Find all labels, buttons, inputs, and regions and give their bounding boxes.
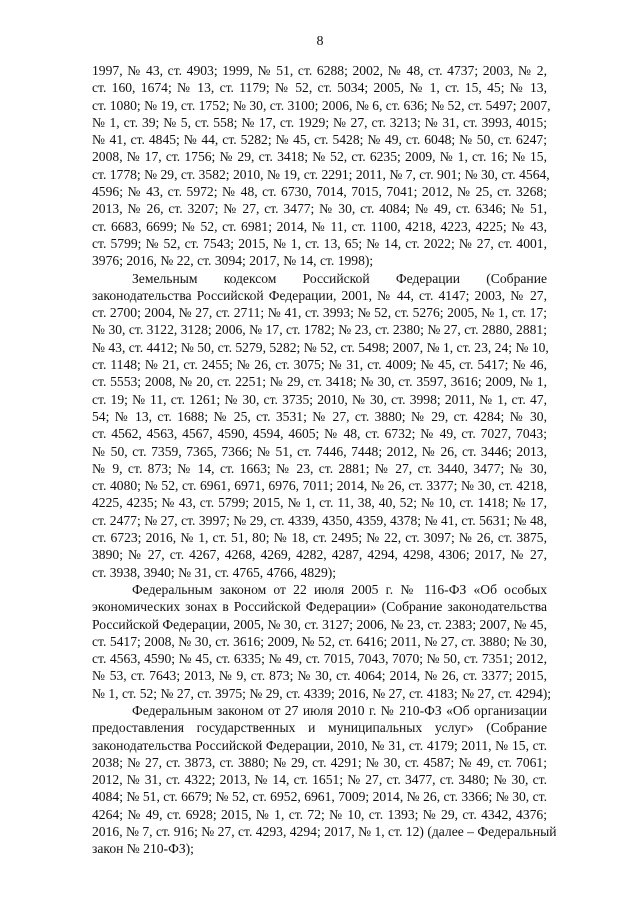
text-line: 2013, № 26, ст. 3207; № 27, ст. 3477; № 30, ст. 4084; № 49, ст. 6346; № 51, bbox=[92, 201, 547, 217]
text-line: ст. 19; № 11, ст. 1261; № 30, ст. 3735; 2010, № 30, ст. 3998; 2011, № 1, ст. 47, bbox=[92, 391, 547, 407]
text-line: ст. 2477; № 27, ст. 3997; № 29, ст. 4339, 4350, 4359, 4378; № 41, ст. 5631; № 48, bbox=[92, 512, 547, 528]
paragraph bbox=[92, 270, 547, 581]
text-line: экономических зонах в Российской Федерации» (Собрание законодательства bbox=[92, 599, 547, 615]
text-line: ст. 5417; 2008, № 30, ст. 3616; 2009, № 52, ст. 6416; 2011, № 27, ст. 3880; № 30, bbox=[92, 633, 547, 649]
text-line: № 9, ст. 873; № 14, ст. 1663; № 23, ст. 2881; № 27, ст. 3440, 3477; № 30, bbox=[92, 460, 547, 476]
text-line: 1997, № 43, ст. 4903; 1999, № 51, ст. 6288; 2002, № 48, ст. 4737; 2003, № 2, bbox=[92, 63, 547, 78]
text-line: 3976; 2016, № 22, ст. 3094; 2017, № 14, ст. 1998); bbox=[92, 253, 374, 269]
text-line: Федеральным законом от 27 июля 2010 г. № 210-ФЗ «Об организации bbox=[132, 702, 547, 718]
text-line: ст. 3938, 3940; № 31, ст. 4765, 4766, 4829); bbox=[92, 564, 337, 580]
text-line: ст. 4562, 4563, 4567, 4590, 4594, 4605; № 48, ст. 6732; № 49, ст. 7027, 7043; bbox=[92, 426, 547, 442]
text-line: ст. 5799; № 52, ст. 7543; 2015, № 1, ст. 13, 65; № 14, ст. 2022; № 27, ст. 4001, bbox=[92, 235, 547, 251]
text-line: № 41, ст. 4845; № 44, ст. 5282; № 45, ст. 5428; № 49, ст. 6048; № 50, ст. 6247; bbox=[92, 132, 547, 148]
text-line: № 43, ст. 4412; № 50, ст. 5279, 5282; № 52, ст. 5498; 2007, № 1, ст. 23, 24; № 10, bbox=[92, 339, 549, 355]
page-number: 8 bbox=[316, 34, 324, 49]
text-line: 4596; № 43, ст. 5972; № 48, ст. 6730, 7014, 7015, 7041; 2012, № 25, ст. 3268; bbox=[92, 184, 547, 200]
text-line: законодательства Российской Федерации, 2001, № 44, ст. 4147; 2003, № 27, bbox=[92, 287, 547, 303]
paragraph bbox=[92, 702, 557, 858]
text-line: № 53, ст. 7643; 2013, № 9, ст. 873; № 30, ст. 4064; 2014, № 26, ст. 3377; 2015, bbox=[92, 668, 547, 684]
text-line: № 30, ст. 3122, 3128; 2006, № 17, ст. 1782; № 23, ст. 2380; № 27, ст. 2880, 2881; bbox=[92, 322, 547, 338]
text-line: 4264; № 49, ст. 6928; 2015, № 1, ст. 72; № 10, ст. 1393; № 29, ст. 4342, 4376; bbox=[92, 806, 547, 822]
text-line: ст. 160, 1674; № 13, ст. 1179; № 52, ст. 5034; 2005, № 1, ст. 15, 45; № 13, bbox=[92, 80, 547, 96]
text-line: 2012, № 31, ст. 4322; 2013, № 14, ст. 1651; № 27, ст. 3477, ст. 3480; № 30, ст. bbox=[92, 772, 547, 788]
text-line: ст. 2700; 2004, № 27, ст. 2711; № 41, ст. 3993; № 52, ст. 5276; 2005, № 1, ст. 17; bbox=[92, 305, 547, 321]
text-line: ст. 4080; № 52, ст. 6961, 6971, 6976, 7011; 2014, № 26, ст. 3377; № 30, ст. 4218, bbox=[92, 478, 547, 494]
text-line: ст. 1778; № 29, ст. 3582; 2010, № 19, ст. 2291; 2011, № 7, ст. 901; № 30, ст. 4564, bbox=[92, 166, 550, 182]
text-line: 2016, № 7, ст. 916; № 27, ст. 4293, 4294; 2017, № 1, ст. 12) (далее – Федеральный bbox=[92, 824, 557, 840]
text-line: законодательства Российской Федерации, 2010, № 31, ст. 4179; 2011, № 15, ст. bbox=[92, 737, 547, 753]
text-line: Федеральным законом от 22 июля 2005 г. № 116-ФЗ «Об особых bbox=[132, 581, 547, 597]
text-line: ст. 6723; 2016, № 1, ст. 51, 80; № 18, ст. 2495; № 22, ст. 3097; № 26, ст. 3875, bbox=[92, 530, 547, 546]
text-line: ст. 4563, 4590; № 45, ст. 6335; № 49, ст. 7015, 7043, 7070; № 50, ст. 7351; 2012, bbox=[92, 651, 547, 667]
text-line: № 1, ст. 39; № 5, ст. 558; № 17, ст. 1929; № 27, ст. 3213; № 31, ст. 3993, 4015; bbox=[92, 114, 547, 130]
text-line: 3890; № 27, ст. 4267, 4268, 4269, 4282, 4287, 4294, 4298, 4306; 2017, № 27, bbox=[92, 547, 547, 563]
text-line: № 50, ст. 7359, 7365, 7366; № 51, ст. 7446, 7448; 2012, № 26, ст. 3446; 2013, bbox=[92, 443, 547, 459]
text-line: предоставления государственных и муниципальных услуг» (Собрание bbox=[92, 720, 547, 736]
text-line: 2038; № 27, ст. 3873, ст. 3880; № 29, ст. 4291; № 30, ст. 4587; № 49, ст. 7061; bbox=[92, 754, 547, 770]
text-line: закон № 210-ФЗ); bbox=[92, 841, 194, 857]
paragraph bbox=[92, 581, 552, 702]
text-line: ст. 5553; 2008, № 20, ст. 2251; № 29, ст. 3418; № 30, ст. 3597, 3616; 2009, № 1, bbox=[92, 374, 547, 390]
text-line: Российской Федерации, 2005, № 30, ст. 3127; 2006, № 23, ст. 2383; 2007, № 45, bbox=[92, 616, 547, 632]
text-line: Земельным кодексом Российской Федерации (Собрание bbox=[132, 270, 547, 286]
text-line: 4084; № 51, ст. 6679; № 52, ст. 6952, 6961, 7009; 2014, № 26, ст. 3366; № 30, ст. bbox=[92, 789, 547, 805]
text-line: ст. 6683, 6699; № 52, ст. 6981; 2014, № 11, ст. 1100, 4218, 4223, 4225; № 43, bbox=[92, 218, 547, 234]
text-line: ст. 1080; № 19, ст. 1752; № 30, ст. 3100; 2006, № 6, ст. 636; № 52, ст. 5497; 2007, bbox=[92, 97, 551, 113]
text-line: 4225, 4235; № 43, ст. 5799; 2015, № 1, ст. 11, 38, 40, 52; № 10, ст. 1418; № 17, bbox=[92, 495, 547, 511]
text-line: 2008, № 17, ст. 1756; № 29, ст. 3418; № 52, ст. 6235; 2009, № 1, ст. 16; № 15, bbox=[92, 149, 547, 165]
paragraph bbox=[92, 62, 551, 270]
text-line: № 1, ст. 52; № 27, ст. 3975; № 29, ст. 4339; 2016, № 27, ст. 4183; № 27, ст. 4294); bbox=[92, 685, 552, 701]
document-body bbox=[92, 62, 557, 858]
text-line: ст. 1148; № 21, ст. 2455; № 26, ст. 3075; № 31, ст. 4009; № 45, ст. 5417; № 46, bbox=[92, 357, 547, 373]
text-line: 54; № 13, ст. 1688; № 25, ст. 3531; № 27, ст. 3880; № 29, ст. 4284; № 30, bbox=[92, 408, 547, 424]
